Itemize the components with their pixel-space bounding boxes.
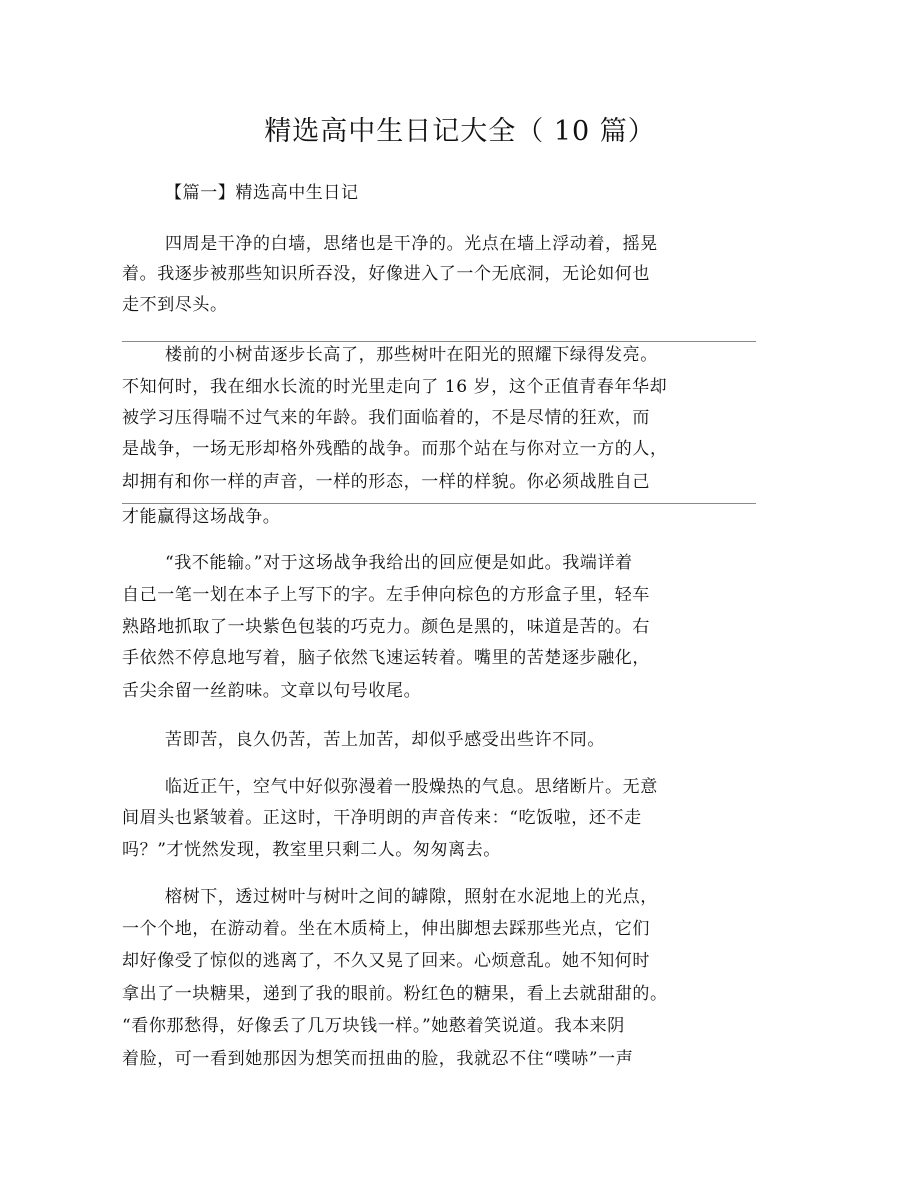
text-line: 榕树下，透过树叶与树叶之间的罅隙，照射在水泥地上的光点， [165,887,658,907]
text-line: 一个个地，在游动着。坐在木质椅上，伸出脚想去踩那些光点，它们 [122,919,650,939]
text-line: 不知何时，我在细水长流的时光里走向了 16 岁，这个正值青春年华却 [122,377,668,397]
text-line: “我不能输。”对于这场战争我给出的回应便是如此。我端详着 [165,553,633,573]
text-line: 间眉头也紧皱着。正这时，干净明朗的声音传来：“吃饭啦，还不走 [122,808,642,828]
text-line: 四周是干净的白墙，思绪也是干净的。光点在墙上浮动着，摇晃 [165,234,658,254]
text-line: 楼前的小树苗逐步长高了，那些树叶在阳光的照耀下绿得发亮。 [165,345,658,365]
divider-line [122,341,756,342]
text-line: 着脸，可一看到她那因为想笑而扭曲的脸，我就忍不住“噗哧”一声 [122,1049,634,1069]
text-line: 临近正午，空气中好似弥漫着一股燥热的气息。思绪断片。无意 [165,777,658,797]
text-line: 苦即苦，良久仍苦，苦上加苦，却似乎感受出些许不同。 [165,730,605,750]
document-title: 精选高中生日记大全（ 10 篇） [264,116,656,147]
text-line: 手依然不停息地写着，脑子依然飞速运转着。嘴里的苦楚逐步融化， [122,648,650,668]
text-line: 舌尖余留一丝韵味。文章以句号收尾。 [122,681,422,701]
text-line: 熟路地抓取了一块紫色包装的巧克力。颜色是黑的，味道是苦的。右 [122,617,650,637]
text-line: 着。我逐步被那些知识所吞没，好像进入了一个无底洞，无论如何也 [122,264,650,284]
text-line: 吗？”才恍然发现，教室里只剩二人。匆匆离去。 [122,840,501,860]
text-line: 自己一笔一划在本子上写下的字。左手伸向棕色的方形盒子里，轻车 [122,585,650,605]
text-line: 走不到尽头。 [122,295,228,315]
text-line: 是战争，一场无形却格外残酷的战争。而那个站在与你对立一方的人， [122,439,668,459]
text-line: 被学习压得喘不过气来的年龄。我们面临着的，不是尽情的狂欢，而 [122,408,650,428]
text-line: 拿出了一块糖果，递到了我的眼前。粉红色的糖果，看上去就甜甜的。 [122,984,668,1004]
section-heading: 【篇一】精选高中生日记 [165,183,359,203]
text-line: 才能赢得这场战争。 [122,507,281,527]
text-line: 却好像受了惊似的逃离了，不久又晃了回来。心烦意乱。她不知何时 [122,951,650,971]
text-line: 却拥有和你一样的声音，一样的形态，一样的样貌。你必须战胜自己 [122,472,650,492]
text-line: “看你那愁得，好像丢了几万块钱一样。”她憨着笑说道。我本来阴 [122,1016,625,1036]
divider-line [122,503,756,504]
